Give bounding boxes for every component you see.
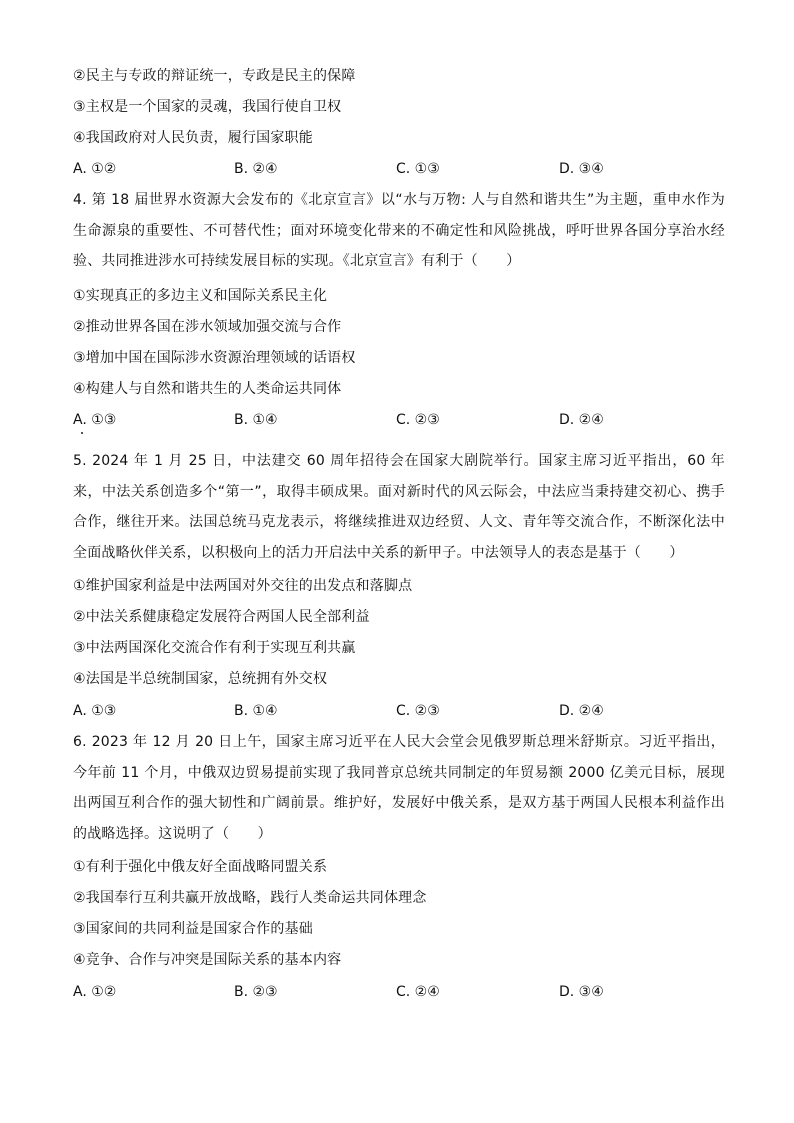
q3-choice-a[interactable]: A. ①② — [73, 161, 117, 177]
q6-answer-choices — [73, 982, 693, 1002]
q5-option-1: ①维护国家利益是中法两国对外交往的出发点和落脚点 — [73, 578, 413, 594]
q3-option-2: ②民主与专政的辩证统一，专政是民主的保障 — [73, 68, 356, 84]
q5-option-3: ③中法两国深化交流合作有利于实现互利共赢 — [73, 640, 356, 656]
q5-choice-c[interactable]: C. ②③ — [396, 703, 440, 719]
q5-option-4: ④法国是半总统制国家，总统拥有外交权 — [73, 671, 328, 687]
q6-choice-d[interactable]: D. ③④ — [559, 984, 604, 1000]
q4-choice-b[interactable]: B. ①④ — [234, 412, 278, 428]
q6-choice-a[interactable]: A. ①② — [73, 984, 117, 1000]
q4-stem: 4. 第 18 届世界水资源大会发布的《北京宣言》以“水与万物: 人与自然和谐共生”为主题，重申水作为生命源泉的重要性、不可替代性；面对环境变化带来的不确定性和风险挑战，呼吁世界各国分享治水经验、共同推进涉水可持续发展目标的实现。《北京宣言》有利于（ ） — [73, 192, 725, 269]
q4-option-2: ②推动世界各国在涉水领域加强交流与合作 — [73, 319, 342, 335]
q6-option-1: ①有利于强化中俄友好全面战略同盟关系 — [73, 859, 328, 875]
q3-option-3: ③主权是一个国家的灵魂，我国行使自卫权 — [73, 99, 342, 115]
q3-answer-choices — [73, 159, 693, 179]
q4-answer-choices — [73, 410, 693, 430]
q5-choice-a[interactable]: A. ①③ — [73, 703, 117, 719]
q3-choice-d[interactable]: D. ③④ — [559, 161, 604, 177]
q5-choice-b[interactable]: B. ①④ — [234, 703, 278, 719]
q6-stem: 6. 2023 年 12 月 20 日上午，国家主席习近平在人民大会堂会见俄罗斯总理米舒斯京。习近平指出，今年前 11 个月，中俄双边贸易提前实现了我同普京总统共同制定的年贸易额 2000 亿美元目标，展现出两国互利合作的强大韧性和广阔前景。维护好，发展好中俄关系，是双方基于两国人民根本利益作出的战略选择。这说明了（ ） — [73, 734, 725, 842]
scan-artifact-dot — [81, 432, 83, 434]
q6-option-4: ④竞争、合作与冲突是国际关系的基本内容 — [73, 952, 342, 968]
q6-option-3: ③国家间的共同利益是国家合作的基础 — [73, 921, 313, 937]
q5-stem: 5. 2024 年 1 月 25 日，中法建交 60 周年招待会在国家大剧院举行。国家主席习近平指出，60 年来，中法关系创造多个“第一”，取得丰硕成果。面对新时代的风云际会，中法应当秉持建交初心、携手合作，继往开来。法国总统马克龙表示，将继续推进双边经贸、人文、青年等交流合作，不断深化法中全面战略伙伴关系，以积极向上的活力开启法中关系的新甲子。中法领导人的表态是基于（ ） — [73, 453, 725, 561]
q4-option-3: ③增加中国在国际涉水资源治理领域的话语权 — [73, 350, 356, 366]
q5-answer-choices — [73, 701, 693, 721]
q4-choice-c[interactable]: C. ②③ — [396, 412, 440, 428]
q4-option-4: ④构建人与自然和谐共生的人类命运共同体 — [73, 381, 342, 397]
q5-option-2: ②中法关系健康稳定发展符合两国人民全部利益 — [73, 609, 370, 625]
q3-option-4: ④我国政府对人民负责，履行国家职能 — [73, 130, 313, 146]
q3-choice-c[interactable]: C. ①③ — [396, 161, 440, 177]
q6-choice-c[interactable]: C. ②④ — [396, 984, 440, 1000]
q4-choice-d[interactable]: D. ②④ — [559, 412, 604, 428]
q6-option-2: ②我国奉行互利共赢开放战略，践行人类命运共同体理念 — [73, 890, 427, 906]
q6-choice-b[interactable]: B. ②③ — [234, 984, 278, 1000]
q5-choice-d[interactable]: D. ②④ — [559, 703, 604, 719]
q3-choice-b[interactable]: B. ②④ — [234, 161, 278, 177]
q4-choice-a[interactable]: A. ①③ — [73, 412, 117, 428]
q4-option-1: ①实现真正的多边主义和国际关系民主化 — [73, 288, 328, 304]
